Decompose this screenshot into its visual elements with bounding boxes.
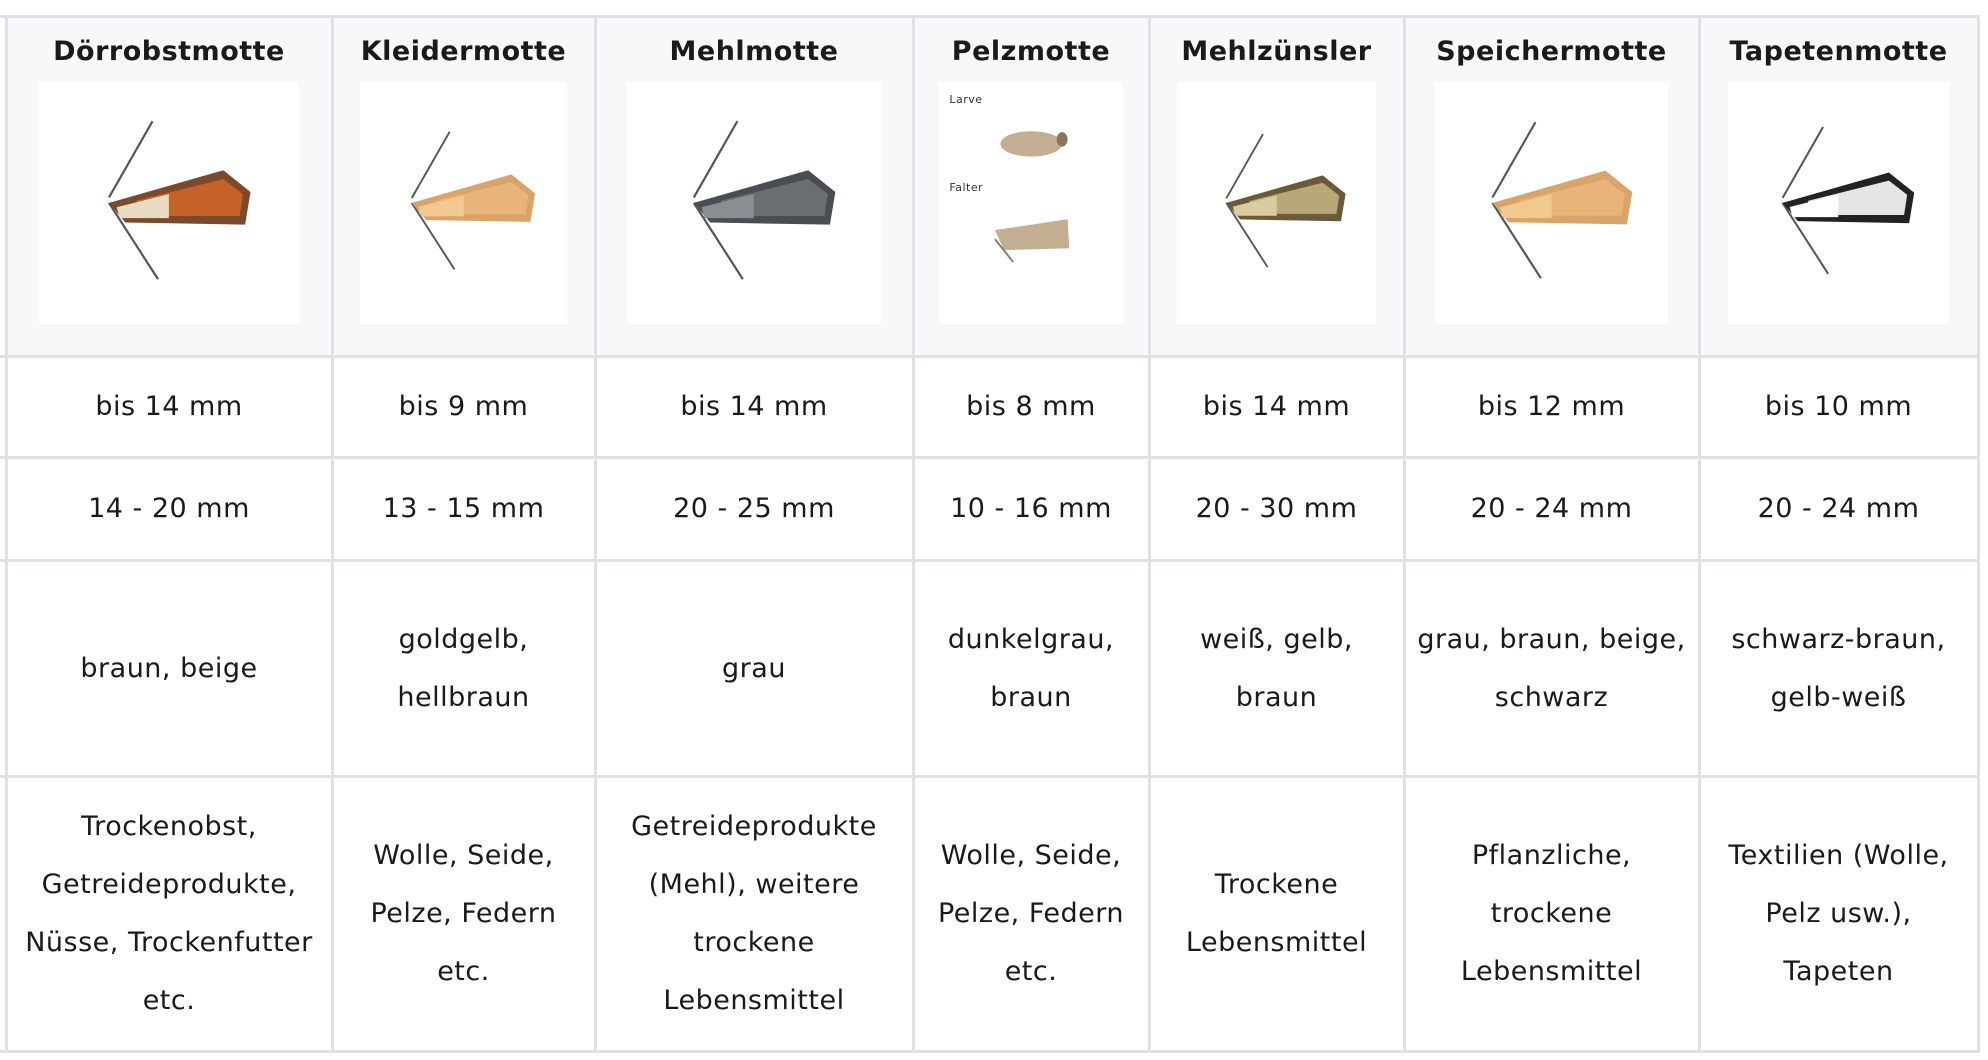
moth-image-box (939, 82, 1122, 324)
wingspan-row (0, 458, 1978, 561)
wingspan-cell: 10 - 16 mm (913, 458, 1149, 561)
moth-name: Kleidermotte (360, 36, 567, 67)
color-cell: grau (595, 561, 913, 777)
moth-header-cell (1699, 17, 1978, 357)
wingspan-cell: 20 - 24 mm (1699, 458, 1978, 561)
color-cell: goldgelb, hellbraun (332, 561, 595, 777)
color-cell: dunkelgrau, braun (913, 561, 1149, 777)
wingspan-cell: 20 - 30 mm (1149, 458, 1404, 561)
moth-image (947, 94, 1116, 312)
color-row (0, 561, 1978, 777)
wingspan-cell: 20 - 25 mm (595, 458, 913, 561)
food-cell: Wolle, Seide, Pelze, Federn etc. (913, 777, 1149, 1052)
food-cell: Trockene Lebensmittel (1149, 777, 1404, 1052)
moth-image (637, 94, 870, 312)
wingspan-cell: 13 - 15 mm (332, 458, 595, 561)
color-cell: braun, beige (6, 561, 332, 777)
wingspan-cell: 14 - 20 mm (6, 458, 332, 561)
header-row (0, 17, 1978, 357)
larva-cell: bis 9 mm (332, 357, 595, 458)
food-cell: Pflanzliche, trockene Lebensmittel (1404, 777, 1699, 1052)
food-row (0, 777, 1978, 1052)
moth-name: Mehlmotte (669, 36, 839, 67)
moth-comparison-table (0, 15, 1980, 1053)
moth-image (369, 94, 559, 312)
larva-cell: bis 14 mm (6, 357, 332, 458)
food-cell: Textilien (Wolle, Pelz usw.), Tapeten (1699, 777, 1978, 1052)
larva-size-row (0, 357, 1978, 458)
larva-cell: bis 14 mm (595, 357, 913, 458)
moth-name: Dörrobstmotte (53, 36, 285, 67)
moth-image (1737, 94, 1940, 312)
larva-cell: bis 12 mm (1404, 357, 1699, 458)
moth-image-box (360, 82, 566, 324)
moth-image (1185, 94, 1369, 312)
moth-name: Pelzmotte (951, 36, 1111, 67)
moth-image-box (1435, 82, 1669, 324)
moth-image-box (627, 82, 881, 324)
moth-header-cell (595, 17, 913, 357)
moth-header-cell (1149, 17, 1404, 357)
larva-cell: bis 14 mm (1149, 357, 1404, 458)
moth-header-cell (913, 17, 1149, 357)
adult-label: Falter (949, 181, 984, 194)
food-cell: Trockenobst, Getreideprodukte, Nüsse, Trockenfutter etc. (6, 777, 332, 1052)
moth-image (49, 94, 289, 312)
color-cell: grau, braun, beige, schwarz (1404, 561, 1699, 777)
moth-name: Mehlzünsler (1181, 36, 1372, 67)
color-cell: schwarz-braun, gelb-weiß (1699, 561, 1978, 777)
moth-image-box (39, 82, 300, 324)
moth-image (1444, 94, 1659, 312)
larva-cell: bis 8 mm (913, 357, 1149, 458)
food-cell: Getreideprodukte (Mehl), weitere trockene Lebensmittel (595, 777, 913, 1052)
moth-image-box (1728, 82, 1948, 324)
moth-header-cell (6, 17, 332, 357)
food-cell: Wolle, Seide, Pelze, Federn etc. (332, 777, 595, 1052)
color-cell: weiß, gelb, braun (1149, 561, 1404, 777)
moth-header-cell (332, 17, 595, 357)
moth-name: Tapetenmotte (1729, 36, 1948, 67)
larva-cell: bis 10 mm (1699, 357, 1978, 458)
moth-header-cell (1404, 17, 1699, 357)
wingspan-cell: 20 - 24 mm (1404, 458, 1699, 561)
moth-name: Speichermotte (1436, 36, 1667, 67)
moth-image-box (1177, 82, 1377, 324)
larva-label: Larve (949, 93, 983, 106)
